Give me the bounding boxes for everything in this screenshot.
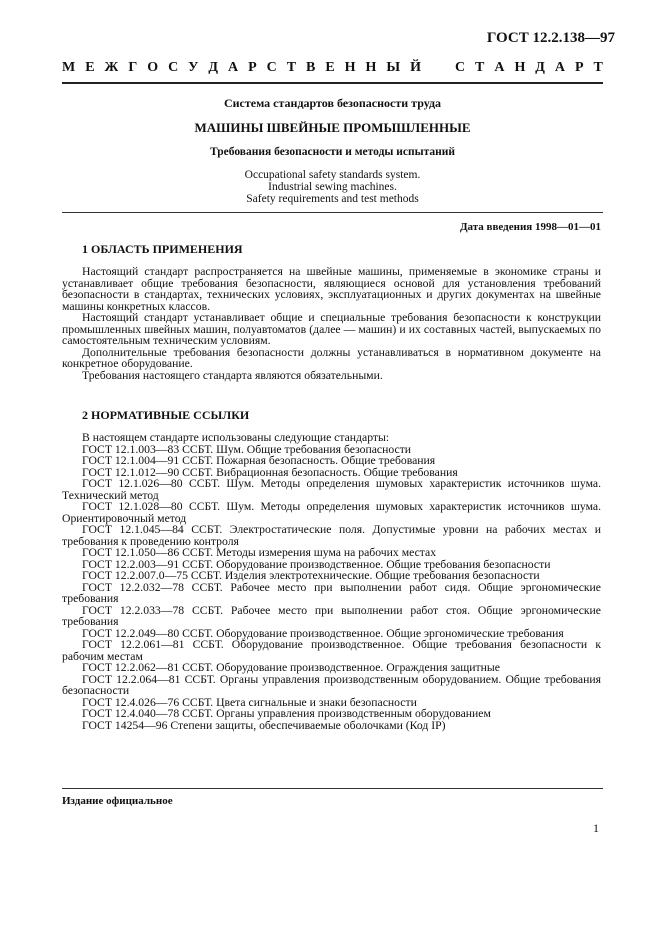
banner-letter: А xyxy=(228,60,239,75)
section-1-paragraph-1: Настоящий стандарт распространяется на швейные машины, применяемые в экономике страны и устанавливает общие требования безопасности, являющиеся основой для установления требований безопасности в стандартах, технических условиях, эксплуатационных и других документах на швейные машины конкретных классов. xyxy=(62,265,601,313)
banner-gap xyxy=(431,60,445,76)
banner-letter: С xyxy=(168,60,179,75)
reference-item: ГОСТ 12.1.004—91 ССБТ. Пожарная безопасность. Общие требования xyxy=(82,454,436,467)
reference-item: ГОСТ 12.1.050—86 ССБТ. Методы измерения шума на рабочих местах xyxy=(82,546,437,559)
reference-item: ГОСТ 12.2.062—81 ССБТ. Оборудование производственное. Ограждения защитные xyxy=(82,661,500,674)
english-title-line-1: Occupational safety standards system. xyxy=(244,169,421,181)
banner-letter: Н xyxy=(514,60,526,75)
banner-letter: Р xyxy=(248,60,257,75)
divider-footer xyxy=(62,788,603,789)
reference-item: ГОСТ 12.2.032—78 ССБТ. Рабочее место при выполнении работ сидя. Общие эргономические требования xyxy=(62,580,601,605)
banner-letter: Н xyxy=(344,60,356,75)
reference-item: ГОСТ 12.1.003—83 ССБТ. Шум. Общие требования безопасности xyxy=(82,442,412,456)
page-number: 1 xyxy=(593,821,599,835)
divider-top xyxy=(62,82,603,84)
banner-letter: Р xyxy=(575,60,584,75)
reference-item: ГОСТ 12.2.003—91 ССБТ. Оборудование производственное. Общие требования безопасности xyxy=(82,557,551,571)
banner-letter: У xyxy=(188,60,199,75)
banner-letter: Т xyxy=(475,60,485,75)
document-title: МАШИНЫ ШВЕЙНЫЕ ПРОМЫШЛЕННЫЕ xyxy=(194,120,471,135)
official-edition-label: Издание официальное xyxy=(62,795,173,807)
reference-item: ГОСТ 12.2.007.0—75 ССБТ. Изделия электротехнические. Общие требования безопасности xyxy=(82,569,540,582)
reference-item: ГОСТ 12.2.033—78 ССБТ. Рабочее место при выполнении работ стоя. Общие эргономические требования xyxy=(62,603,601,628)
banner-letter: В xyxy=(306,60,316,75)
banner-letter: А xyxy=(554,60,566,75)
references-list xyxy=(62,432,601,731)
section-1-paragraph-3: Дополнительные требования безопасности должны устанавливаться в нормативном документе на конкретное оборудование. xyxy=(62,345,601,370)
references-intro: В настоящем стандарте использованы следующие стандарты: xyxy=(82,431,390,444)
banner-letter: М xyxy=(62,60,76,75)
banner-letter: Е xyxy=(325,60,335,75)
banner-letter: Т xyxy=(593,60,603,75)
section-1-heading: 1 ОБЛАСТЬ ПРИМЕНЕНИЯ xyxy=(82,242,243,256)
introduction-date: Дата введения 1998—01—01 xyxy=(459,221,601,233)
reference-item: ГОСТ 12.1.045—84 ССБТ. Электростатические поля. Допустимые уровни на рабочих местах и требования к проведению контроля xyxy=(62,523,601,548)
section-2-heading: 2 НОРМАТИВНЫЕ ССЫЛКИ xyxy=(82,408,250,422)
english-title-line-3: Safety requirements and test methods xyxy=(246,193,419,205)
banner-letter: А xyxy=(494,60,505,75)
banner-letter: Д xyxy=(208,60,219,75)
banner-letter: Й xyxy=(410,60,421,75)
banner-letter: Е xyxy=(85,60,95,75)
banner-letter: Т xyxy=(286,60,297,75)
banner-letter: Ж xyxy=(104,60,119,75)
english-title-line-2: Industrial sewing machines. xyxy=(268,181,397,193)
section-1-paragraph-2: Настоящий стандарт устанавливает общие и специальные требования безопасности к конструкции промышленных швейных машин, полуавтоматов (далее — машин) и их составных частей, выпускаемых по самостоятельным техническим условиям. xyxy=(62,311,601,347)
document-subtitle: Требования безопасности и методы испытаний xyxy=(210,146,455,158)
reference-item: ГОСТ 12.1.028—80 ССБТ. Шум. Методы определения шумовых характеристик источников шума. Ориентировочный метод xyxy=(62,500,601,525)
section-1-paragraph-4: Требования настоящего стандарта являются обязательными. xyxy=(82,368,383,382)
banner-letter: С xyxy=(454,60,466,75)
reference-item: ГОСТ 12.2.064—81 ССБТ. Органы управления производственным оборудованием. Общие требования безопасности xyxy=(62,672,601,697)
section-1-body xyxy=(62,266,601,381)
reference-item: ГОСТ 12.4.040—78 ССБТ. Органы управления производственным оборудованием xyxy=(82,707,491,720)
banner-letter: С xyxy=(266,60,277,75)
reference-item: ГОСТ 12.4.026—76 ССБТ. Цвета сигнальные и знаки безопасности xyxy=(82,695,417,709)
banner-letter: Н xyxy=(365,60,377,75)
english-title xyxy=(62,169,603,205)
system-title: Система стандартов безопасности труда xyxy=(223,96,442,110)
banner-letter: Г xyxy=(128,60,138,75)
standard-banner xyxy=(62,60,603,76)
banner-letter: Д xyxy=(535,60,545,75)
reference-item: ГОСТ 12.1.026—80 ССБТ. Шум. Методы определения шумовых характеристик источников шума. Технический метод xyxy=(62,477,601,502)
document-code: ГОСТ 12.2.138—97 xyxy=(486,30,615,46)
divider-title xyxy=(62,212,603,213)
reference-item: ГОСТ 12.2.049—80 ССБТ. Оборудование производственное. Общие эргономические требования xyxy=(82,626,564,640)
reference-item: ГОСТ 12.1.012—90 ССБТ. Вибрационная безопасность. Общие требования xyxy=(82,465,458,479)
banner-letter: Ы xyxy=(386,60,401,75)
reference-item: ГОСТ 12.2.061—81 ССБТ. Оборудование производственное. Общие требования безопасности к рабочим местам xyxy=(62,638,601,663)
banner-letter: О xyxy=(147,60,159,75)
reference-item: ГОСТ 14254—96 Степени защиты, обеспечиваемые оболочками (Код IP) xyxy=(82,718,446,732)
